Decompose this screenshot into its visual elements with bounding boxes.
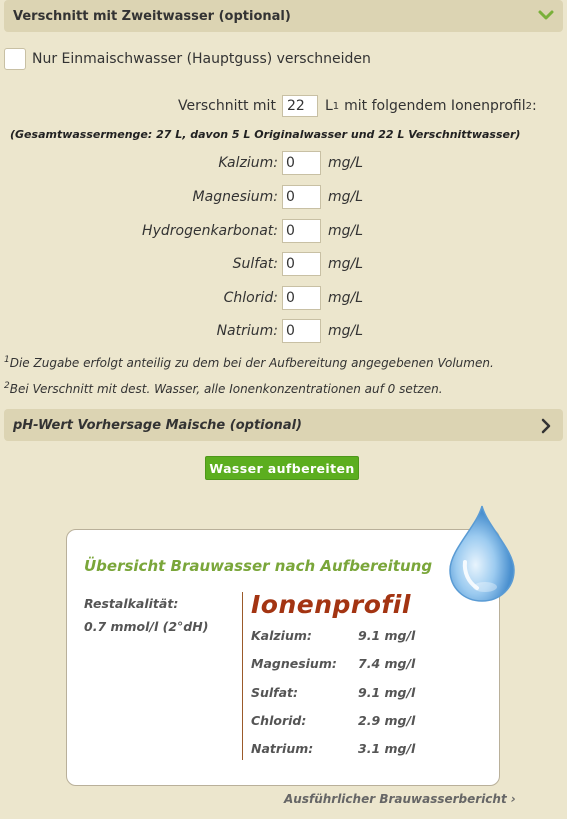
gesamtwassermenge-text: (Gesamtwassermenge: 27 L, davon 5 L Originalwasser und 22 L Verschnittwasser) xyxy=(10,128,521,141)
section-title: Verschnitt mit Zweitwasser (optional) xyxy=(13,8,291,24)
restalkalitaet-value: 0.7 mmol/l (2°dH) xyxy=(84,619,209,634)
ion-label: Natrium: xyxy=(216,323,278,339)
verschnitt-volume-input[interactable] xyxy=(282,95,318,117)
ion-value-magnesium: 7.4 mg/l xyxy=(358,656,416,671)
ion-label: Chlorid: xyxy=(223,290,278,306)
ion-unit: mg/L xyxy=(328,256,364,272)
footnote-2 xyxy=(4,381,443,396)
ion-unit: mg/L xyxy=(328,223,364,239)
ion-value-kalzium: 9.1 mg/l xyxy=(358,628,416,643)
ion-unit: mg/L xyxy=(328,155,364,171)
ion-unit: mg/L xyxy=(328,290,364,306)
checkbox-label: Nur Einmaischwasser (Hauptguss) verschneiden xyxy=(32,51,371,67)
ion-row-chlorid xyxy=(0,286,363,310)
footnote-text: Die Zugabe erfolgt anteilig zu dem bei der Aufbereitung angegebenen Volumen. xyxy=(9,356,494,370)
ionenprofil-heading: Ionenprofil xyxy=(251,590,411,619)
verschnitt-prefix: Verschnitt mit xyxy=(178,98,276,114)
ion-value-chlorid: 2.9 mg/l xyxy=(358,713,416,728)
ion-value-sulfat: 9.1 mg/l xyxy=(358,685,416,700)
footnote-marker: 2 xyxy=(4,381,10,391)
ion-row-natrium xyxy=(0,319,363,343)
footnote-text: Bei Verschnitt mit dest. Wasser, alle Ionenkonzentrationen auf 0 setzen. xyxy=(9,382,443,396)
chevron-right-icon xyxy=(537,417,555,435)
footnote-1 xyxy=(4,355,494,370)
chevron-down-icon xyxy=(537,6,555,24)
ion-label: Sulfat: xyxy=(232,256,278,272)
verschnitt-colon: : xyxy=(531,98,537,114)
verschnitt-suffix: mit folgendem Ionenprofil xyxy=(344,98,526,114)
verschnitt-unit: L xyxy=(324,98,333,114)
hydrogenkarbonat-input[interactable] xyxy=(282,219,321,243)
ion-name-sulfat: Sulfat: xyxy=(251,685,299,700)
hauptguss-checkbox-row[interactable] xyxy=(4,48,371,70)
ion-row-kalzium xyxy=(0,151,363,175)
section-header-ph-wert[interactable] xyxy=(4,409,563,441)
brauwasser-summary-card xyxy=(66,529,500,786)
ion-value-natrium: 3.1 mg/l xyxy=(358,741,416,756)
restalkalitaet-label: Restalkalität: xyxy=(84,596,179,611)
ion-unit: mg/L xyxy=(328,189,364,205)
ion-label: Hydrogenkarbonat: xyxy=(142,223,278,239)
ion-row-magnesium xyxy=(0,185,363,209)
summary-title: Übersicht Brauwasser nach Aufbereitung xyxy=(84,557,433,575)
ion-name-magnesium: Magnesium: xyxy=(251,656,337,671)
ion-unit: mg/L xyxy=(328,323,364,339)
ion-name-natrium: Natrium: xyxy=(251,741,314,756)
natrium-input[interactable] xyxy=(282,319,321,343)
verschnitt-row xyxy=(178,95,537,117)
ion-row-sulfat xyxy=(0,252,363,276)
water-drop-icon xyxy=(444,504,520,604)
kalzium-input[interactable] xyxy=(282,151,321,175)
magnesium-input[interactable] xyxy=(282,185,321,209)
chlorid-input[interactable] xyxy=(282,286,321,310)
wasser-aufbereiten-button[interactable]: Wasser aufbereiten xyxy=(205,456,359,480)
section-header-verschnitt[interactable] xyxy=(4,0,563,32)
ion-name-chlorid: Chlorid: xyxy=(251,713,307,728)
ion-label: Kalzium: xyxy=(218,155,278,171)
card-divider xyxy=(242,592,243,760)
section-title: pH-Wert Vorhersage Maische (optional) xyxy=(13,417,302,433)
ion-label: Magnesium: xyxy=(192,189,278,205)
hauptguss-checkbox[interactable] xyxy=(4,48,26,70)
sulfat-input[interactable] xyxy=(282,252,321,276)
footnote-ref-2: 2 xyxy=(525,100,532,112)
ion-row-hydrogenkarbonat xyxy=(0,219,363,243)
footnote-marker: 1 xyxy=(4,355,10,365)
ion-name-kalzium: Kalzium: xyxy=(251,628,312,643)
brauwasserbericht-link[interactable]: Ausführlicher Brauwasserbericht › xyxy=(284,792,516,806)
footnote-ref-1: 1 xyxy=(332,100,340,112)
